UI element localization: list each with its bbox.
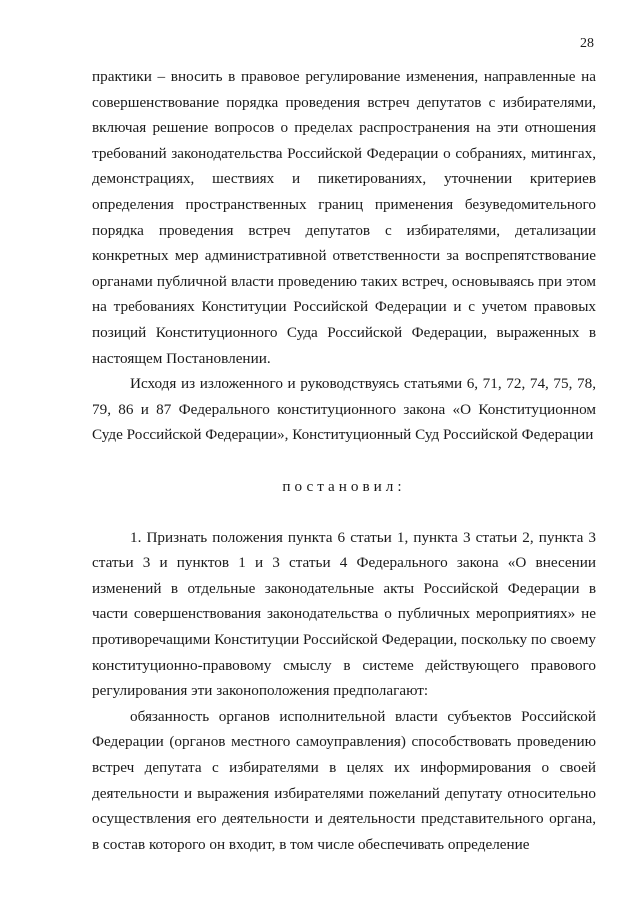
paragraph-continuation: практики – вносить в правовое регулирование изменения, направленные на совершенствование порядка проведения встреч депутатов с избирателями, включая решение вопросов о пределах распространения на эти отношения требований законодательства Российской Федерации о собраниях, митингах, демонстрациях, шествиях и пикетированиях, уточнении критериев определения пространственных границ применения безуведомительного порядка проведения встреч депутатов с избирателями, детализации конкретных мер административной ответственности за воспрепятствование органами публичной власти проведению таких встреч, основываясь при этом на требованиях Конституции Российской Федерации и с учетом правовых позиций Конституционного Суда Российской Федерации, выраженных в настоящем Постановлении. [92, 68, 596, 367]
page-number: 28 [580, 36, 594, 51]
resolution-heading: постановил: [282, 477, 406, 495]
document-body [92, 64, 596, 857]
resolution-obligation: обязанность органов исполнительной власти субъектов Российской Федерации (органов местного самоуправления) способствовать проведению встреч депутата с избирателями в целях их информирования о своей деятельности и выражения избирателями пожеланий депутату относительно осуществления его деятельности и деятельности представительного органа, в состав которого он входит, в том числе обеспечивать определение [92, 707, 596, 853]
resolution-item-1: 1. Признать положения пункта 6 статьи 1, пункта 3 статьи 2, пункта 3 статьи 3 и пунктов 1 и 3 статьи 4 Федерального закона «О внесении изменений в отдельные законодательные акты Российской Федерации в части совершенствования законодательства о публичных мероприятиях» не противоречащими Конституции Российской Федерации, поскольку по своему конституционно-правовому смыслу в системе действующего правового регулирования эти законоположения предполагают: [92, 528, 596, 700]
paragraph-basis: Исходя из изложенного и руководствуясь статьями 6, 71, 72, 74, 75, 78, 79, 86 и 87 Федерального конституционного закона «О Конституционном Суде Российской Федерации», Конституционный Суд Российской Федерации [92, 375, 596, 444]
